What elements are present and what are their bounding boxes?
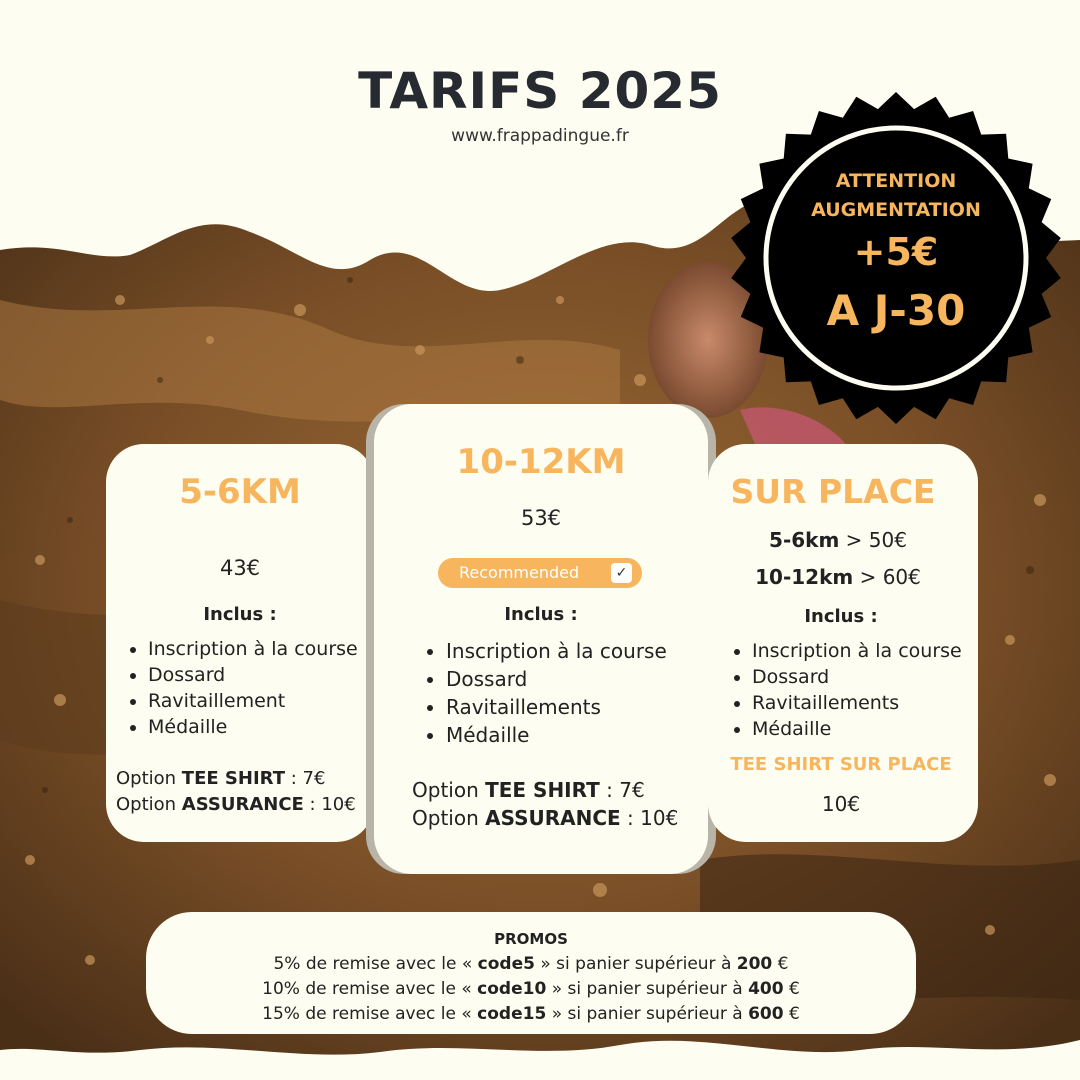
option-name: TEE SHIRT <box>485 778 600 802</box>
list-item: • Médaille <box>148 714 378 740</box>
card-included-list <box>752 638 978 742</box>
option-price: : 10€ <box>303 794 356 815</box>
promo-text: € <box>783 1004 800 1024</box>
option-name: ASSURANCE <box>181 794 304 815</box>
promos-title: PROMOS <box>494 930 568 948</box>
card-onsite-price-5-6km <box>708 528 968 552</box>
promo-amount: 600 <box>748 1004 784 1024</box>
page-title: TARIFS 2025 <box>358 62 722 120</box>
list-item: • Inscription à la course <box>148 636 378 662</box>
list-item: • Médaille <box>752 716 978 742</box>
option-name: ASSURANCE <box>485 806 621 830</box>
card-option-assurance <box>116 792 374 818</box>
list-item: • Médaille <box>446 721 706 749</box>
option-price: : 7€ <box>599 778 645 802</box>
promo-text: » si panier supérieur à <box>546 979 749 999</box>
promo-amount: 200 <box>736 954 773 974</box>
promo-text: € <box>783 979 800 999</box>
list-item: • Dossard <box>752 664 978 690</box>
check-icon: ✓ <box>611 563 632 583</box>
promo-text: 10% de remise avec le « <box>262 979 478 999</box>
promo-text: 5% de remise avec le « <box>273 954 478 974</box>
option-prefix: Option <box>116 768 182 789</box>
distance-label: 5-6km <box>769 528 840 552</box>
list-item: • Ravitaillement <box>148 688 378 714</box>
list-item: • Dossard <box>148 662 378 688</box>
card-onsite-price-10-12km <box>708 565 968 589</box>
card-title: 10-12KM <box>456 442 626 482</box>
option-prefix: Option <box>116 794 182 815</box>
recommended-label: Recommended <box>459 563 580 582</box>
card-inclus-label: Inclus : <box>804 606 878 627</box>
card-title: 5-6KM <box>179 472 301 512</box>
promo-text: € <box>772 954 789 974</box>
card-included-list <box>148 636 378 740</box>
badge-text <box>728 90 1064 426</box>
distance-price: > 60€ <box>853 565 921 589</box>
card-inclus-label: Inclus : <box>504 604 578 625</box>
badge-line-deadline: A J-30 <box>826 286 966 335</box>
promo-text: » si panier supérieur à <box>546 1004 749 1024</box>
list-item: • Ravitaillements <box>446 693 706 721</box>
option-prefix: Option <box>412 778 486 802</box>
price-card-5-6km <box>106 444 374 842</box>
promo-line-code5 <box>146 954 916 974</box>
promo-line-code10 <box>146 979 916 999</box>
card-option-tee-shirt <box>412 776 702 804</box>
list-item: • Inscription à la course <box>446 637 706 665</box>
promo-amount: 400 <box>748 979 784 999</box>
card-price: 43€ <box>219 556 261 580</box>
list-item: • Ravitaillements <box>752 690 978 716</box>
option-prefix: Option <box>412 806 486 830</box>
promos-panel <box>146 912 916 1034</box>
option-price: : 10€ <box>620 806 679 830</box>
card-price: 53€ <box>520 506 562 530</box>
badge-line-attention: ATTENTION <box>835 170 957 192</box>
card-inclus-label: Inclus : <box>203 604 277 625</box>
distance-label: 10-12km <box>755 565 854 589</box>
card-option-assurance <box>412 804 702 832</box>
price-card-sur-place <box>708 444 978 842</box>
tee-shirt-sur-place-label: TEE SHIRT SUR PLACE <box>730 754 952 775</box>
promo-code: code15 <box>477 1004 547 1024</box>
promo-text: » si panier supérieur à <box>534 954 737 974</box>
promo-text: 15% de remise avec le « <box>262 1004 478 1024</box>
tee-shirt-sur-place-price: 10€ <box>821 792 861 816</box>
promo-line-code15 <box>146 1004 916 1024</box>
badge-line-amount: +5€ <box>853 230 939 274</box>
card-included-list <box>446 637 706 749</box>
website-url: www.frappadingue.fr <box>451 126 629 146</box>
list-item: • Inscription à la course <box>752 638 978 664</box>
price-card-10-12km <box>374 404 708 874</box>
promo-code: code5 <box>477 954 535 974</box>
option-price: : 7€ <box>285 768 326 789</box>
list-item: • Dossard <box>446 665 706 693</box>
option-name: TEE SHIRT <box>181 768 285 789</box>
badge-line-augmentation: AUGMENTATION <box>811 199 981 221</box>
recommended-badge <box>438 558 642 588</box>
promo-code: code10 <box>477 979 547 999</box>
distance-price: > 50€ <box>839 528 907 552</box>
card-option-tee-shirt <box>116 766 374 792</box>
card-title: SUR PLACE <box>730 472 936 511</box>
